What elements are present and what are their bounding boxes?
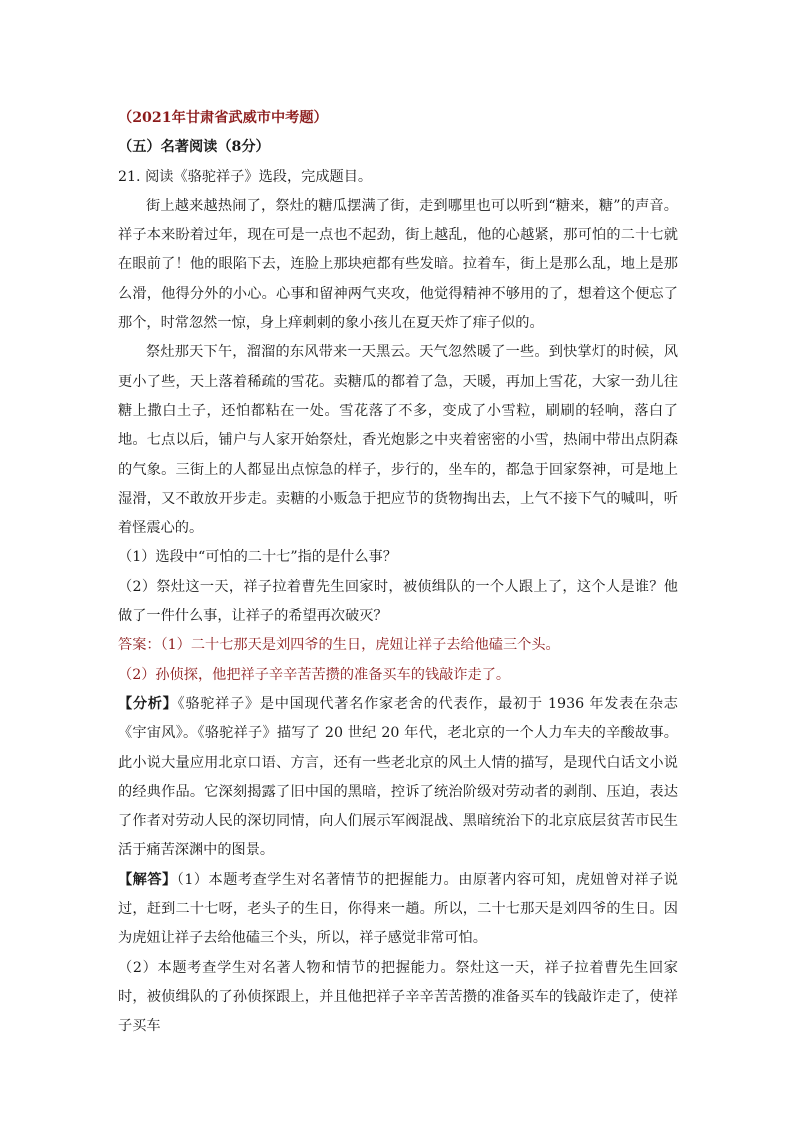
question-intro: 21. 阅读《骆驼祥子》选段，完成题目。: [118, 168, 373, 185]
answer-1: 答案：（1）二十七那天是刘四爷的生日，虎妞让祥子去给他磕三个头。: [118, 637, 560, 654]
answer-2: （2）孙侦探，他把祥子辛辛苦苦攒的准备买车的钱敲诈走了。: [118, 666, 511, 683]
section-heading: （五）名著阅读（8分）: [118, 139, 270, 156]
solution-text-1: （1）本题考查学生对名著情节的把握能力。由原著内容可知，虎妞曾对祥子说过，赶到二十七呀，老头子的生日，你得来一趟。所以，二十七那天是刘四爷的生日。因为虎妞让祥子去给他磕三个头，所以，祥子感觉非常可怕。: [118, 871, 678, 947]
solution-paragraph-1: [118, 866, 678, 954]
solution-paragraph-2: （2）本题考查学生对名著人物和情节的把握能力。祭灶这一天，祥子拉着曹先生回家时，被侦缉队的了孙侦探跟上，并且他把祥子辛辛苦苦攒的准备买车的钱敲诈走了，使祥子买车: [118, 959, 678, 1035]
passage-paragraph-1: 街上越来越热闹了，祭灶的糖瓜摆满了街，走到哪里也可以听到“糖来，糖”的声音。祥子本来盼着过年，现在可是一点也不起劲，街上越乱，他的心越紧，那可怕的二十七就在眼前了！他的眼陷下去，连脸上那块疤都有些发暗。拉着车，街上是那么乱，地上是那么滑，他得分外的小心。心事和留神两气夹攻，他觉得精神不够用的了，想着这个便忘了那个，时常忽然一惊，身上痒刺刺的象小孩儿在夏天炸了痱子似的。: [118, 197, 678, 332]
solution-label: 【解答】: [118, 871, 177, 888]
document-body: [118, 104, 678, 1042]
passage-paragraph-2: 祭灶那天下午，溜溜的东风带来一天黑云。天气忽然暖了一些。到快掌灯的时候，风更小了些，天上落着稀疏的雪花。卖糖瓜的都着了急，天暖，再加上雪花，大家一劲儿往糖上撒白土子，还怕都粘在一处。雪花落了不多，变成了小雪粒，刷刷的轻响，落白了地。七点以后，铺户与人家开始祭灶，香光炮影之中夹着密密的小雪，热闹中带出点阴森的气象。三街上的人都显出点惊急的样子，步行的，坐车的，都急于回家祭神，可是地上湿滑，又不敢放开步走。卖糖的小贩急于把应节的货物掏出去，上气不接下气的喊叫，听着怪震心的。: [118, 344, 678, 537]
analysis-paragraph: [118, 690, 678, 866]
analysis-text: 《骆驼祥子》是中国现代著名作家老舍的代表作，最初于 1936 年发表在杂志《宇宙风》。《骆驼祥子》描写了 20 世纪 20 年代，老北京的一个人力车夫的辛酸故事。此小说大量应用北京口语、方言，还有一些老北京的风土人情的描写，是现代白话文小说的经典作品。它深刻揭露了旧中国的黑暗，控诉了统治阶级对劳动者的剥削、压迫，表达了作者对劳动人民的深切同情，向人们展示军阀混战、黑暗统治下的北京底层贫苦市民生活于痛苦深渊中的图景。: [118, 695, 678, 859]
question-2: （2）祭灶这一天，祥子拉着曹先生回家时，被侦缉队的一个人跟上了，这个人是谁？他做了一件什么事，让祥子的希望再次破灭？: [118, 578, 678, 625]
analysis-label: 【分析】: [118, 695, 178, 712]
exam-source: （2021年甘肃省武威市中考题）: [118, 110, 328, 126]
question-1: （1）选段中“可怕的二十七”指的是什么事？: [118, 549, 397, 566]
